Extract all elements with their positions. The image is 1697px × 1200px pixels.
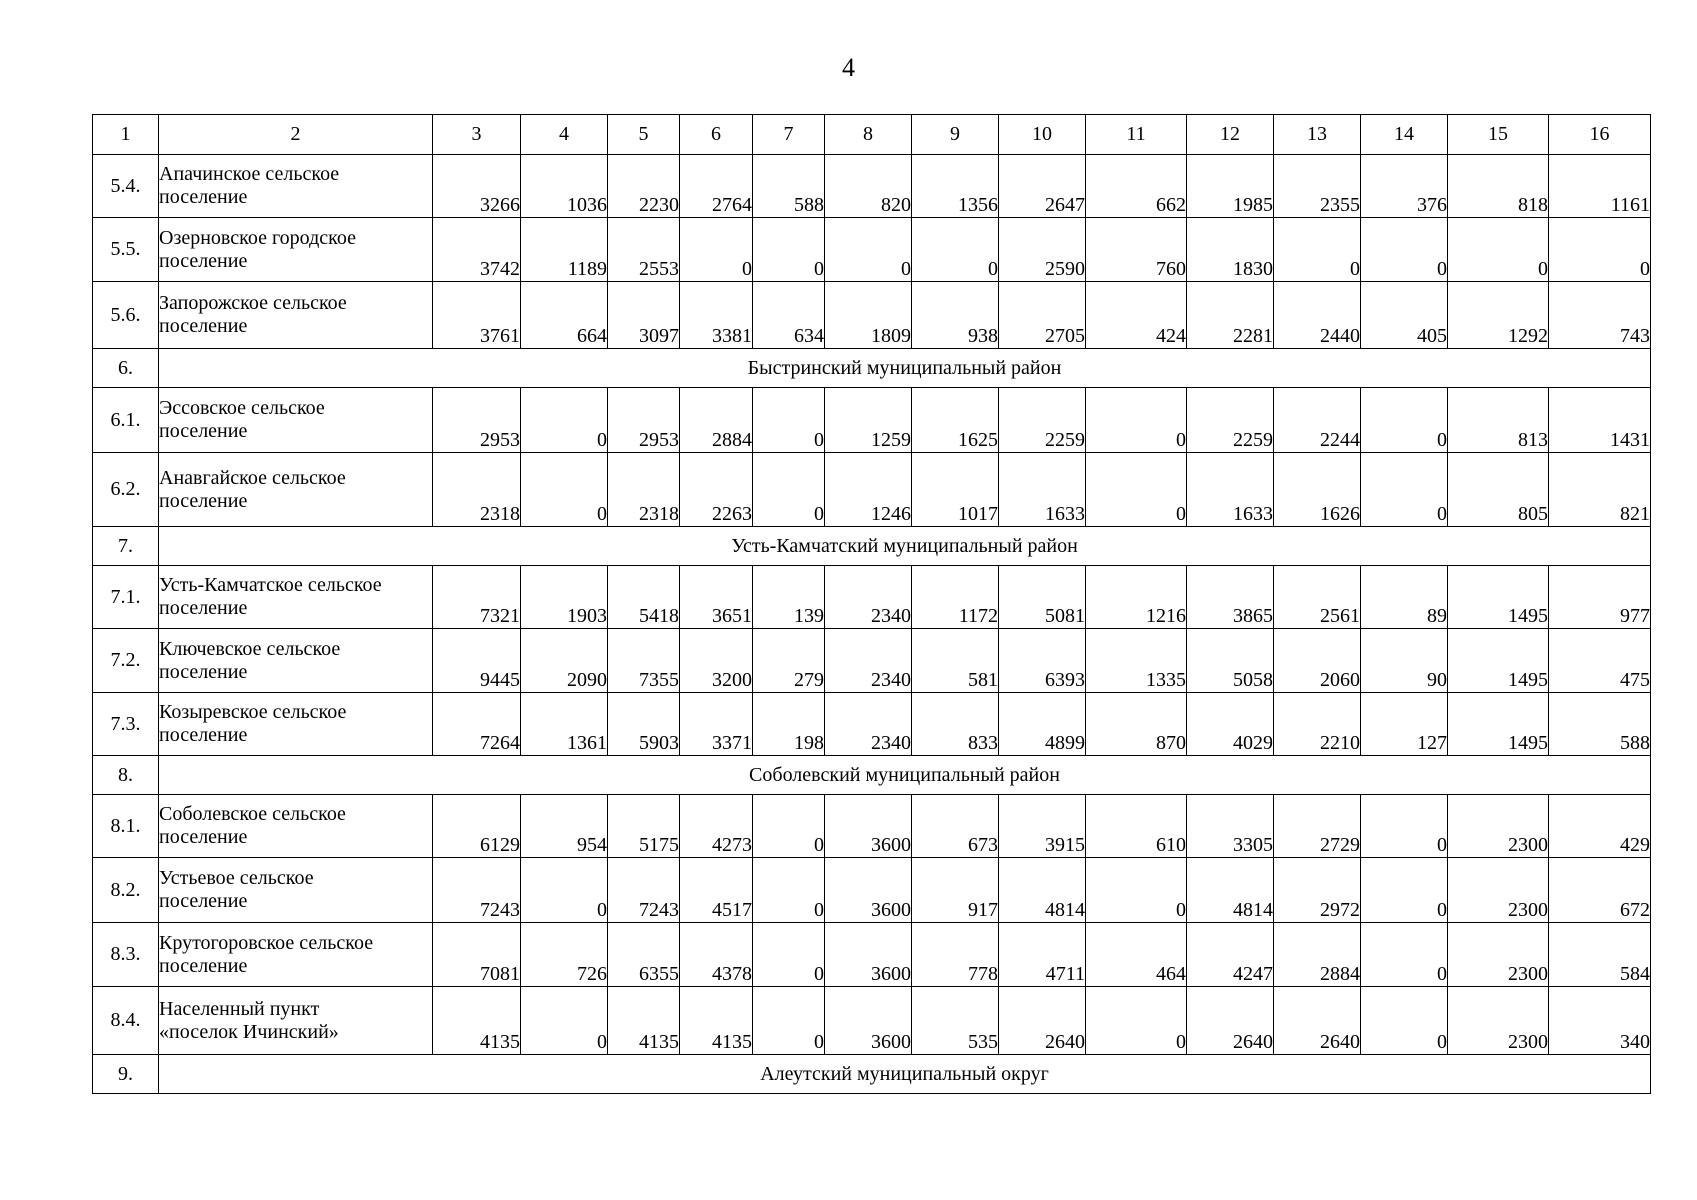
value-cell: 1292 [1448,282,1549,349]
value-cell: 3266 [433,155,521,218]
value-cell: 588 [1549,693,1651,756]
value-cell: 2340 [825,629,912,693]
value-cell: 1361 [521,693,608,756]
value-cell: 0 [1086,858,1187,923]
settlement-name-line: «поселок Ичинский» [159,1020,339,1043]
value-cell: 2300 [1448,923,1549,987]
header-cell: 6 [680,115,753,155]
header-cell: 8 [825,115,912,155]
value-cell: 2060 [1274,629,1361,693]
value-cell: 2640 [1274,987,1361,1055]
settlement-name [159,693,433,756]
table-row [93,282,1651,349]
value-cell: 760 [1086,218,1187,282]
value-cell: 805 [1448,453,1549,527]
value-cell: 7355 [608,629,680,693]
value-cell: 3651 [680,566,753,629]
value-cell: 2590 [999,218,1086,282]
value-cell: 3097 [608,282,680,349]
value-cell: 4029 [1187,693,1274,756]
value-cell: 4247 [1187,923,1274,987]
settlement-name-line: Анавгайское сельское [159,466,346,489]
value-cell: 4814 [1187,858,1274,923]
value-cell: 0 [753,858,825,923]
section-row [93,527,1651,566]
settlement-name [159,388,433,453]
value-cell: 1495 [1448,566,1549,629]
value-cell: 3915 [999,795,1086,858]
page-number: 4 [842,53,855,82]
value-cell: 4135 [433,987,521,1055]
value-cell: 3600 [825,858,912,923]
value-cell: 139 [753,566,825,629]
value-cell: 1189 [521,218,608,282]
value-cell: 4899 [999,693,1086,756]
row-number: 8.3. [93,923,159,987]
value-cell: 581 [912,629,999,693]
value-cell: 634 [753,282,825,349]
header-cell: 14 [1361,115,1448,155]
value-cell: 5903 [608,693,680,756]
value-cell: 2640 [999,987,1086,1055]
value-cell: 89 [1361,566,1448,629]
settlement-name [159,795,433,858]
section-row [93,1055,1651,1094]
value-cell: 0 [1361,218,1448,282]
value-cell: 1216 [1086,566,1187,629]
header-cell: 1 [93,115,159,155]
row-number: 8.2. [93,858,159,923]
value-cell: 3865 [1187,566,1274,629]
value-cell: 2230 [608,155,680,218]
value-cell: 0 [1448,218,1549,282]
value-cell: 0 [1274,218,1361,282]
settlement-name [159,155,433,218]
settlement-name-line: Ключевское сельское [159,637,341,660]
value-cell: 2259 [1187,388,1274,453]
value-cell: 1633 [1187,453,1274,527]
value-cell: 0 [1549,218,1651,282]
value-cell: 820 [825,155,912,218]
header-cell: 10 [999,115,1086,155]
value-cell: 0 [1361,795,1448,858]
value-cell: 3381 [680,282,753,349]
settlement-name [159,218,433,282]
value-cell: 1985 [1187,155,1274,218]
table-row [93,693,1651,756]
section-number: 7. [93,527,159,566]
row-number: 7.3. [93,693,159,756]
value-cell: 672 [1549,858,1651,923]
value-cell: 535 [912,987,999,1055]
value-cell: 3200 [680,629,753,693]
value-cell: 4135 [608,987,680,1055]
section-row [93,349,1651,388]
section-title: Алеутский муниципальный округ [159,1055,1651,1094]
value-cell: 2300 [1448,795,1549,858]
value-cell: 662 [1086,155,1187,218]
value-cell: 2300 [1448,858,1549,923]
value-cell: 2263 [680,453,753,527]
value-cell: 2705 [999,282,1086,349]
value-cell: 3371 [680,693,753,756]
data-table [92,114,1651,1094]
value-cell: 818 [1448,155,1549,218]
value-cell: 3600 [825,795,912,858]
value-cell: 3600 [825,923,912,987]
value-cell: 0 [680,218,753,282]
value-cell: 1335 [1086,629,1187,693]
value-cell: 813 [1448,388,1549,453]
settlement-name-line: поселение [159,954,248,977]
value-cell: 340 [1549,987,1651,1055]
value-cell: 0 [1361,453,1448,527]
value-cell: 2090 [521,629,608,693]
value-cell: 0 [1361,388,1448,453]
section-row [93,756,1651,795]
value-cell: 2340 [825,693,912,756]
value-cell: 198 [753,693,825,756]
value-cell: 977 [1549,566,1651,629]
value-cell: 1431 [1549,388,1651,453]
settlement-name-line: Устьевое сельское [159,867,314,889]
value-cell: 2244 [1274,388,1361,453]
value-cell: 2318 [608,453,680,527]
value-cell: 5175 [608,795,680,858]
settlement-name-line: Эссовское сельское [159,397,325,419]
value-cell: 5058 [1187,629,1274,693]
value-cell: 1626 [1274,453,1361,527]
value-cell: 7321 [433,566,521,629]
value-cell: 1830 [1187,218,1274,282]
value-cell: 6355 [608,923,680,987]
value-cell: 0 [521,858,608,923]
value-cell: 0 [753,923,825,987]
value-cell: 2884 [680,388,753,453]
value-cell: 429 [1549,795,1651,858]
value-cell: 1172 [912,566,999,629]
value-cell: 1495 [1448,629,1549,693]
settlement-name [159,566,433,629]
value-cell: 2764 [680,155,753,218]
value-cell: 127 [1361,693,1448,756]
value-cell: 6393 [999,629,1086,693]
section-title: Соболевский муниципальный район [159,756,1651,795]
value-cell: 0 [753,795,825,858]
value-cell: 588 [753,155,825,218]
header-cell: 3 [433,115,521,155]
value-cell: 2729 [1274,795,1361,858]
section-title: Быстринский муниципальный район [159,349,1651,388]
value-cell: 475 [1549,629,1651,693]
value-cell: 90 [1361,629,1448,693]
value-cell: 0 [1086,453,1187,527]
section-title: Усть-Камчатский муниципальный район [159,527,1651,566]
value-cell: 1625 [912,388,999,453]
value-cell: 0 [1361,923,1448,987]
header-cell: 4 [521,115,608,155]
value-cell: 1356 [912,155,999,218]
value-cell: 778 [912,923,999,987]
value-cell: 2561 [1274,566,1361,629]
value-cell: 821 [1549,453,1651,527]
settlement-name-line: поселение [159,315,248,337]
row-number: 6.1. [93,388,159,453]
settlement-name-line: поселение [159,826,248,848]
value-cell: 610 [1086,795,1187,858]
settlement-name-line: поселение [159,890,248,912]
value-cell: 954 [521,795,608,858]
settlement-name-line: Крутогоровское сельское [159,931,374,954]
header-cell: 5 [608,115,680,155]
table-row [93,987,1651,1055]
value-cell: 7081 [433,923,521,987]
value-cell: 3600 [825,987,912,1055]
settlement-name-line: Соболевское сельское [159,803,346,825]
value-cell: 0 [521,987,608,1055]
header-row [93,115,1651,155]
row-number: 6.2. [93,453,159,527]
row-number: 8.4. [93,987,159,1055]
value-cell: 7264 [433,693,521,756]
value-cell: 0 [1361,987,1448,1055]
value-cell: 917 [912,858,999,923]
value-cell: 1246 [825,453,912,527]
header-cell: 2 [159,115,433,155]
settlement-name-line: поселение [159,724,248,746]
settlement-name-line: поселение [159,597,248,619]
value-cell: 1017 [912,453,999,527]
section-number: 9. [93,1055,159,1094]
row-number: 5.5. [93,218,159,282]
value-cell: 9445 [433,629,521,693]
value-cell: 0 [753,453,825,527]
value-cell: 2210 [1274,693,1361,756]
value-cell: 2953 [608,388,680,453]
value-cell: 1633 [999,453,1086,527]
value-cell: 1903 [521,566,608,629]
value-cell: 0 [753,388,825,453]
value-cell: 0 [1086,987,1187,1055]
value-cell: 584 [1549,923,1651,987]
row-number: 8.1. [93,795,159,858]
value-cell: 424 [1086,282,1187,349]
row-number: 5.4. [93,155,159,218]
value-cell: 0 [825,218,912,282]
settlement-name-line: поселение [159,660,248,683]
value-cell: 870 [1086,693,1187,756]
value-cell: 376 [1361,155,1448,218]
value-cell: 833 [912,693,999,756]
value-cell: 0 [753,218,825,282]
value-cell: 0 [1086,388,1187,453]
value-cell: 1809 [825,282,912,349]
value-cell: 4814 [999,858,1086,923]
table-row [93,218,1651,282]
settlement-name-line: Козыревское сельское [159,701,347,723]
settlement-name-line: Апачинское сельское [159,163,340,185]
row-number: 5.6. [93,282,159,349]
table-row [93,388,1651,453]
table-row [93,858,1651,923]
value-cell: 2553 [608,218,680,282]
value-cell: 3305 [1187,795,1274,858]
value-cell: 4711 [999,923,1086,987]
value-cell: 4517 [680,858,753,923]
value-cell: 2884 [1274,923,1361,987]
value-cell: 7243 [608,858,680,923]
value-cell: 0 [521,388,608,453]
value-cell: 2355 [1274,155,1361,218]
value-cell: 5418 [608,566,680,629]
value-cell: 1495 [1448,693,1549,756]
table-row [93,566,1651,629]
value-cell: 0 [1361,858,1448,923]
value-cell: 2972 [1274,858,1361,923]
value-cell: 743 [1549,282,1651,349]
table-row [93,453,1651,527]
settlement-name-line: поселение [159,249,248,272]
value-cell: 1259 [825,388,912,453]
value-cell: 3742 [433,218,521,282]
value-cell: 938 [912,282,999,349]
header-cell: 11 [1086,115,1187,155]
row-number: 7.1. [93,566,159,629]
row-number: 7.2. [93,629,159,693]
settlement-name-line: поселение [159,420,248,442]
value-cell: 2318 [433,453,521,527]
value-cell: 2440 [1274,282,1361,349]
settlement-name-line: поселение [159,186,248,208]
value-cell: 464 [1086,923,1187,987]
settlement-name [159,453,433,527]
section-number: 8. [93,756,159,795]
settlement-name-line: Запорожское сельское [159,292,347,314]
value-cell: 1036 [521,155,608,218]
value-cell: 2340 [825,566,912,629]
settlement-name [159,629,433,693]
settlement-name [159,858,433,923]
table-row [93,923,1651,987]
value-cell: 279 [753,629,825,693]
settlement-name [159,282,433,349]
value-cell: 3761 [433,282,521,349]
value-cell: 673 [912,795,999,858]
value-cell: 2647 [999,155,1086,218]
settlement-name-line: Усть-Камчатское сельское [159,574,382,596]
value-cell: 6129 [433,795,521,858]
settlement-name [159,987,433,1055]
value-cell: 5081 [999,566,1086,629]
value-cell: 664 [521,282,608,349]
table-row [93,155,1651,218]
value-cell: 726 [521,923,608,987]
value-cell: 2953 [433,388,521,453]
value-cell: 2259 [999,388,1086,453]
header-cell: 15 [1448,115,1549,155]
value-cell: 2300 [1448,987,1549,1055]
table-row [93,629,1651,693]
value-cell: 2281 [1187,282,1274,349]
value-cell: 0 [521,453,608,527]
header-cell: 12 [1187,115,1274,155]
section-number: 6. [93,349,159,388]
header-cell: 13 [1274,115,1361,155]
value-cell: 405 [1361,282,1448,349]
header-cell: 7 [753,115,825,155]
header-cell: 9 [912,115,999,155]
header-cell: 16 [1549,115,1651,155]
value-cell: 4135 [680,987,753,1055]
value-cell: 2640 [1187,987,1274,1055]
value-cell: 4378 [680,923,753,987]
value-cell: 1161 [1549,155,1651,218]
value-cell: 4273 [680,795,753,858]
value-cell: 0 [753,987,825,1055]
settlement-name-line: Населенный пункт [159,997,320,1020]
value-cell: 7243 [433,858,521,923]
table-row [93,795,1651,858]
settlement-name-line: поселение [159,489,248,512]
value-cell: 0 [912,218,999,282]
settlement-name [159,923,433,987]
settlement-name-line: Озерновское городское [159,226,356,249]
